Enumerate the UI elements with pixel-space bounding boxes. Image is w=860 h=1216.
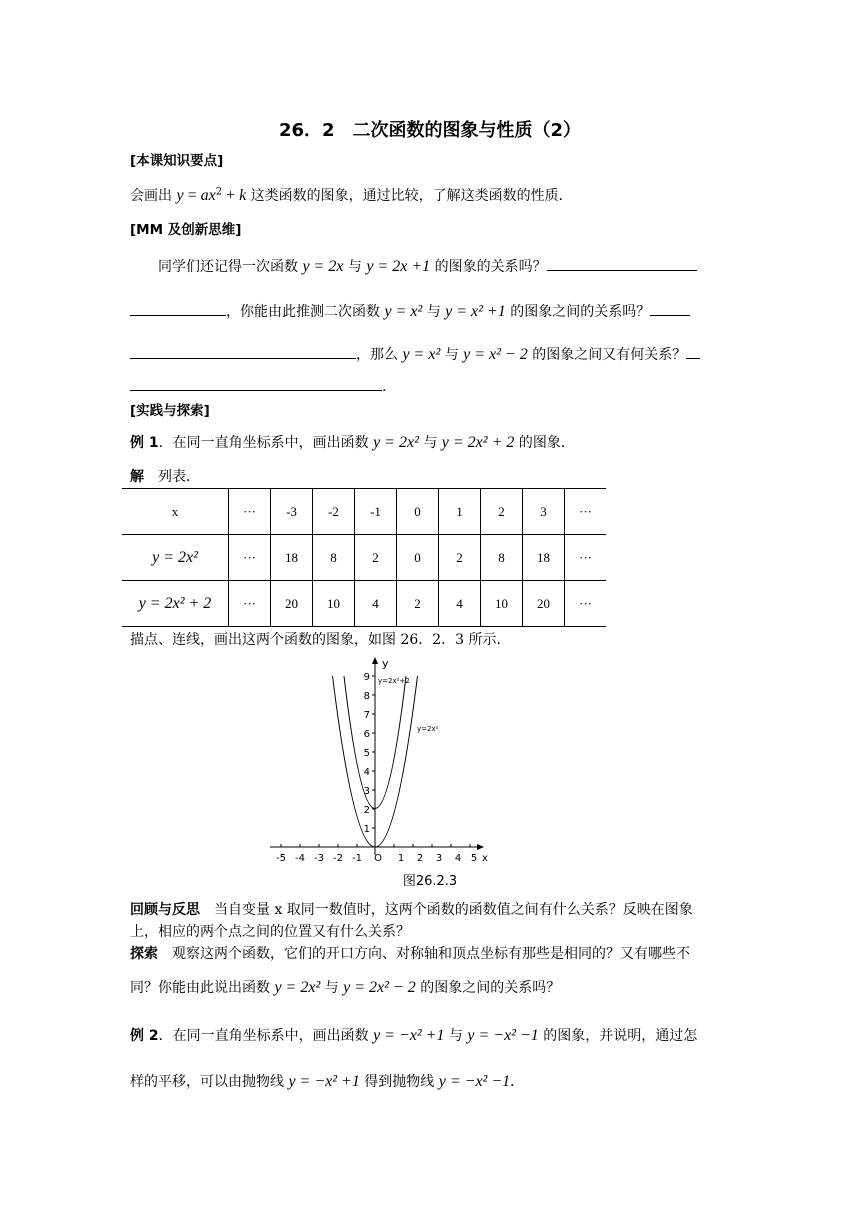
svg-text:-1: -1 <box>352 853 362 864</box>
svg-text:2: 2 <box>363 805 370 816</box>
x-tick-labels <box>276 853 488 864</box>
table-row: x ··· -3 -2 -1 0 1 2 3 ··· <box>122 489 606 535</box>
solution-line: 解 列表． <box>130 469 200 485</box>
section-heading-thinking: [MM 及创新思维] <box>130 222 242 238</box>
reflect-line-1: 回顾与反思 当自变量 x 取同一数值时，这两个函数的函数值之间有什么关系？反映在图象 <box>130 902 693 918</box>
value-table <box>122 488 606 627</box>
example-2-line-1: 例 2．在同一直角坐标系中，画出函数 y = −x² +1 与 y = −x² −1 的图象，并说明，通过怎 <box>130 1027 698 1044</box>
svg-text:y=2x²: y=2x² <box>417 725 439 733</box>
page-title: 26．2 二次函数的图象与性质（2） <box>278 120 582 141</box>
reflect-line-2: 上，相应的两个点之间的位置又有什么关系？ <box>130 924 410 940</box>
answer-blank[interactable] <box>130 344 356 359</box>
figure-caption: 图26.2.3 <box>402 874 458 889</box>
svg-text:5: 5 <box>363 748 370 759</box>
question-line-3: ，那么 y = x² 与 y = x² − 2 的图象之间又有何关系？ <box>130 344 700 365</box>
y-axis-arrow-icon <box>372 657 378 664</box>
svg-text:1: 1 <box>363 824 370 835</box>
svg-text:4: 4 <box>454 853 462 864</box>
answer-blank[interactable] <box>130 301 226 316</box>
svg-text:y: y <box>382 657 389 670</box>
table-row: y = 2x² + 2 ··· 20 10 4 2 4 10 20 ··· <box>122 581 606 627</box>
svg-text:-4: -4 <box>295 853 305 864</box>
question-line-2: ，你能由此推测二次函数 y = x² 与 y = x² +1 的图象之间的关系吗？ <box>130 301 690 322</box>
question-line-1: 同学们还记得一次函数 y = 2x 与 y = 2x +1 的图象的关系吗？ <box>158 256 697 277</box>
svg-text:3: 3 <box>435 853 443 864</box>
parabola-graph <box>270 655 490 865</box>
answer-blank[interactable] <box>547 256 697 271</box>
svg-text:8: 8 <box>363 691 370 702</box>
y-tick-labels <box>364 672 370 835</box>
paragraph-knowledge: 会画出 $y = ax^2 + k$ 这类函数的图象，通过比较，了解这类函数的性质． <box>130 186 573 204</box>
table-row: y = 2x² ··· 18 8 2 0 2 8 18 ··· <box>122 535 606 581</box>
example-2-line-2: 样的平移，可以由抛物线 y = −x² +1 得到抛物线 y = −x² −1． <box>130 1073 525 1090</box>
svg-text:x: x <box>482 853 488 864</box>
svg-text:O: O <box>374 853 382 864</box>
svg-text:2: 2 <box>416 853 424 864</box>
svg-text:y=2x²+2: y=2x²+2 <box>378 677 410 685</box>
svg-text:-5: -5 <box>276 853 286 864</box>
x-axis-arrow-icon <box>477 844 484 850</box>
section-heading-knowledge: [本课知识要点] <box>130 153 224 169</box>
svg-text:3: 3 <box>363 786 370 797</box>
after-table-text: 描点、连线，画出这两个函数的图象，如图 26．2．3 所示． <box>130 632 511 648</box>
section-heading-practice: [实践与探索] <box>130 403 210 419</box>
svg-text:1: 1 <box>397 853 405 864</box>
svg-text:-3: -3 <box>314 853 324 864</box>
svg-text:9: 9 <box>363 672 370 683</box>
svg-text:5: 5 <box>470 853 478 864</box>
answer-blank[interactable] <box>686 344 700 359</box>
svg-text:-2: -2 <box>333 853 343 864</box>
svg-text:4: 4 <box>363 767 370 778</box>
svg-text:6: 6 <box>363 729 370 740</box>
answer-blank[interactable] <box>650 301 690 316</box>
question-line-4: . <box>130 376 386 397</box>
svg-text:7: 7 <box>363 710 370 721</box>
answer-blank[interactable] <box>130 376 382 391</box>
example-1: 例 1．在同一直角坐标系中，画出函数 y = 2x² 与 y = 2x² + 2 的图象． <box>130 434 575 451</box>
explore-line-2: 同？你能由此说出函数 y = 2x² 与 y = 2x² − 2 的图象之间的关系吗？ <box>130 979 561 996</box>
explore-line-1: 探索 观察这两个函数，它们的开口方向、对称轴和顶点坐标有那些是相同的？又有哪些不 <box>130 946 690 962</box>
